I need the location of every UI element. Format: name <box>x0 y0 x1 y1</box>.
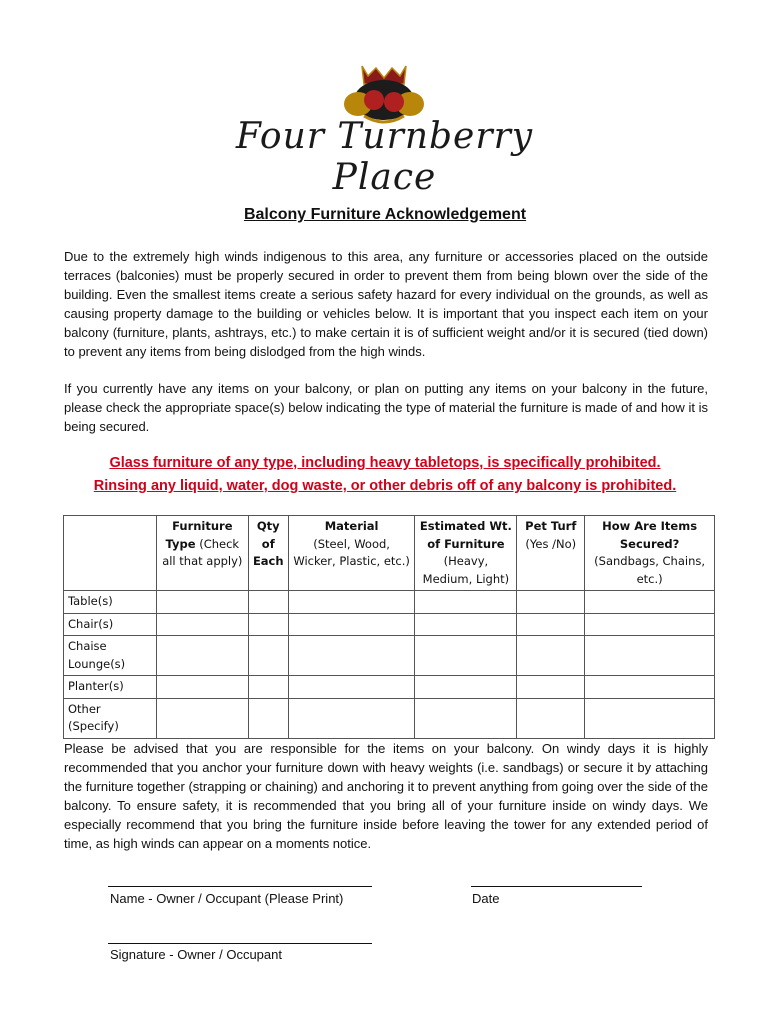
weight-cell[interactable] <box>415 676 517 699</box>
weight-cell[interactable] <box>415 613 517 636</box>
qty-cell[interactable] <box>248 676 288 699</box>
row-label: Chair(s) <box>64 613 157 636</box>
brand-name: Four Turnberry Place <box>235 116 534 198</box>
document-title: Balcony Furniture Acknowledgement <box>243 206 527 223</box>
header-blank <box>64 516 157 591</box>
qty-cell[interactable] <box>248 636 288 676</box>
type-check-cell[interactable] <box>156 676 248 699</box>
material-cell[interactable] <box>288 676 415 699</box>
secured-cell[interactable] <box>585 698 715 738</box>
material-cell[interactable] <box>288 591 415 614</box>
material-cell[interactable] <box>288 636 415 676</box>
type-check-cell[interactable] <box>156 613 248 636</box>
table-row <box>64 676 715 699</box>
turf-cell[interactable] <box>517 591 585 614</box>
secured-cell[interactable] <box>585 676 715 699</box>
type-check-cell[interactable] <box>156 636 248 676</box>
weight-cell[interactable] <box>415 591 517 614</box>
rinsing-warning: Rinsing any liquid, water, dog waste, or other debris off of any balcony is prohibited. <box>93 478 677 494</box>
turf-cell[interactable] <box>517 676 585 699</box>
row-label: Table(s) <box>64 591 157 614</box>
qty-cell[interactable] <box>248 698 288 738</box>
turf-cell[interactable] <box>517 636 585 676</box>
row-label: Chaise Lounge(s) <box>64 636 157 676</box>
table-row <box>64 636 715 676</box>
row-label: Other (Specify) <box>64 698 157 738</box>
weight-cell[interactable] <box>415 636 517 676</box>
qty-cell[interactable] <box>248 591 288 614</box>
instructions-paragraph: If you currently have any items on your balcony, or plan on putting any items on your balcony in the future, please check the appropriate space(s) below indicating the type of material the furniture is made of and how it is being secured. <box>64 381 708 434</box>
table-row <box>64 698 715 738</box>
row-label: Planter(s) <box>64 676 157 699</box>
header-qty: Qty of Each <box>248 516 288 591</box>
material-cell[interactable] <box>288 698 415 738</box>
advisory-paragraph: Please be advised that you are responsible for the items on your balcony. On windy days it is highly recommended that you anchor your furniture down with heavy weights (i.e. sandbags) or secure it by attaching the furniture together (strapping or chaining) and anchoring it to prevent anything from going over the side of the balcony. To ensure safety, it is recommended that you bring all of your furniture inside on windy days. We especially recommend that you bring the furniture inside before leaving the tower for any extended period of time, as high winds can appear on a moments notice. <box>64 741 708 851</box>
type-check-cell[interactable] <box>156 698 248 738</box>
name-signature-line[interactable] <box>108 886 372 888</box>
table-row <box>64 591 715 614</box>
signature-line[interactable] <box>108 943 372 945</box>
turf-cell[interactable] <box>517 613 585 636</box>
date-line[interactable] <box>471 886 642 888</box>
furniture-table <box>63 515 715 739</box>
turf-cell[interactable] <box>517 698 585 738</box>
header-weight: Estimated Wt. of Furniture (Heavy, Medium, Light) <box>415 516 517 591</box>
glass-warning: Glass furniture of any type, including heavy tabletops, is specifically prohibited. <box>109 455 661 471</box>
secured-cell[interactable] <box>585 636 715 676</box>
date-label: Date <box>472 891 500 906</box>
header-secured: How Are Items Secured? (Sandbags, Chains, etc.) <box>585 516 715 591</box>
type-check-cell[interactable] <box>156 591 248 614</box>
intro-paragraph: Due to the extremely high winds indigenous to this area, any furniture or accessories placed on the outside terraces (balconies) must be properly secured in order to prevent them from being blown over the side of the building. Even the smallest items create a serious safety hazard for every individual on the grounds, as well as causing property damage to the building or vehicles below. It is important that you inspect each item on your balcony (furniture, plants, ashtrays, etc.) to make certain it is of sufficient weight and/or it is secured (tied down) to prevent any items from being dislodged from the high winds. <box>64 249 708 359</box>
signature-label: Signature - Owner / Occupant <box>110 947 282 962</box>
header-pet-turf: Pet Turf (Yes /No) <box>517 516 585 591</box>
table-row <box>64 613 715 636</box>
secured-cell[interactable] <box>585 591 715 614</box>
weight-cell[interactable] <box>415 698 517 738</box>
table-header-row <box>64 516 715 591</box>
qty-cell[interactable] <box>248 613 288 636</box>
secured-cell[interactable] <box>585 613 715 636</box>
header-material: Material (Steel, Wood, Wicker, Plastic, etc.) <box>288 516 415 591</box>
material-cell[interactable] <box>288 613 415 636</box>
name-label: Name - Owner / Occupant (Please Print) <box>110 891 344 906</box>
header-furniture-type: Furniture Type (Check all that apply) <box>156 516 248 591</box>
